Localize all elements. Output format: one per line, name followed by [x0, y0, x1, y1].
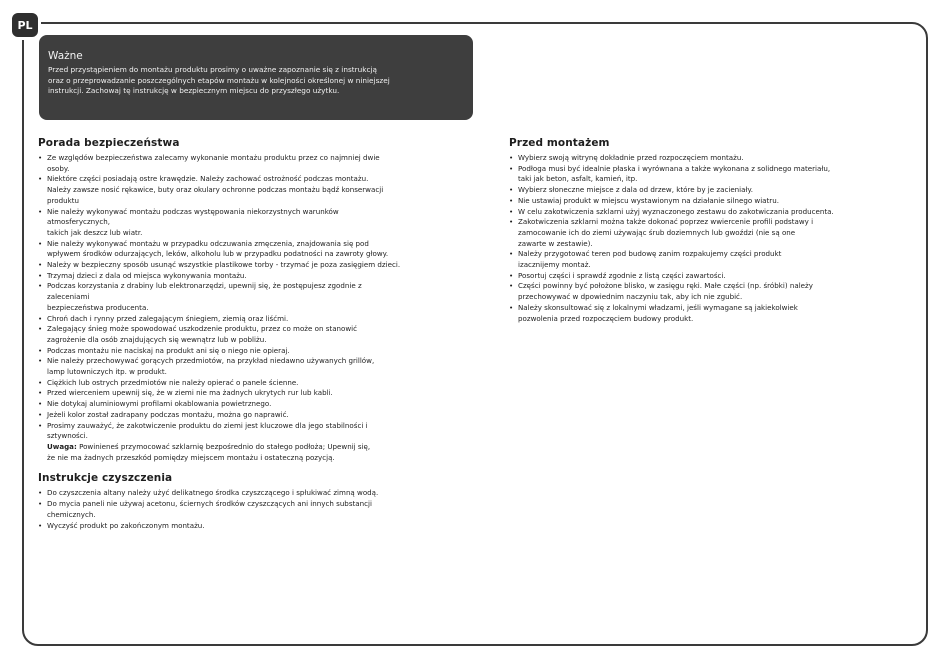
list-item — [38, 281, 470, 313]
left-column — [38, 137, 470, 531]
list-item-line: • Prosimy zauważyć, że zakotwiczenie produktu do ziemi jest kluczowe dla jego stabilności i — [47, 420, 368, 430]
list-item — [38, 153, 470, 174]
list-item-line: • Nie należy przechowywać gorących przedmiotów, na przykład niedawno używanych grillów, — [47, 356, 375, 366]
list-item-line: wpływem środków odurzających, leków, alkoholu lub w przypadku podatności na zawroty głowy. — [47, 249, 389, 259]
notice-line: Przed przystąpieniem do montażu produktu prosimy o uważne zapoznanie się z instrukcją — [48, 65, 377, 74]
list-item — [38, 521, 470, 532]
list-item — [38, 356, 470, 377]
list-item — [38, 271, 470, 282]
list-item-line: • Wybierz słoneczne miejsce z dala od drzew, które by je zacieniały. — [518, 185, 753, 195]
list-item — [509, 164, 899, 185]
note-label: Uwaga: — [47, 441, 77, 451]
list-item-line: bezpieczeństwa producenta. — [47, 302, 149, 312]
important-notice-box — [39, 35, 473, 120]
list-item-line: lamp lutowniczych itp. w produkt. — [47, 367, 167, 377]
list-item-line: zawarte w zestawie). — [518, 238, 593, 248]
list-item — [38, 324, 470, 345]
list-item-line: sztywności. — [47, 431, 88, 441]
list-item-line: • Wybierz swoją witrynę dokładnie przed rozpoczęciem montażu. — [518, 153, 744, 162]
list-item-line: • Trzymaj dzieci z dala od miejsca wykonywania montażu. — [47, 270, 247, 280]
list-item — [509, 207, 899, 218]
list-item — [38, 314, 470, 325]
list-item-line: • Należy w bezpieczny sposób usunąć wszystkie plastikowe torby - trzymać je poza zasięgiem dzieci. — [47, 260, 401, 270]
list-item-line: • Wyczyść produkt po zakończonym montażu. — [47, 520, 205, 530]
list-item-line: • Części powinny być położone blisko, w zasięgu ręki. Małe części (np. śróbki) należy — [518, 281, 813, 291]
list-item-line: • Należy skonsultować się z lokalnymi władzami, jeśli wymagane są jakiekolwiek — [518, 302, 798, 312]
list-item-line: • Chroń dach i rynny przed zalegającym śniegiem, ziemią oraz liśćmi. — [47, 313, 289, 323]
list-item — [509, 249, 899, 270]
note-item — [38, 442, 470, 463]
notice-title: Ważne — [48, 50, 83, 62]
list-item — [509, 281, 899, 302]
list-item — [38, 239, 470, 260]
list-item — [38, 346, 470, 357]
list-item-line: • Zakotwiczenia szklarni można także dokonać poprzez wwiercenie profili podstawy i — [518, 217, 814, 227]
list-item-line: • Ze względów bezpieczeństwa zalecamy wykonanie montażu produktu przez co najmniej dwie — [47, 153, 380, 162]
list-item-line: osoby. — [47, 163, 70, 173]
list-item — [38, 174, 470, 206]
list-item — [38, 378, 470, 389]
before-assembly-list — [509, 153, 899, 324]
list-item-line: • Posortuj części i sprawdź zgodnie z listą części zawartości. — [518, 270, 726, 280]
right-column — [509, 137, 899, 324]
list-item — [509, 303, 899, 324]
list-item-line: • Nie należy wykonywać montażu podczas występowania niekorzystnych warunków — [47, 206, 339, 216]
list-item — [38, 488, 470, 499]
list-item-line: produktu — [47, 195, 79, 205]
list-item-line: zamocowanie ich do ziemi używając śrub doziemnych lub gwoździ (nie są one — [518, 227, 796, 237]
list-item-line: chemicznych. — [47, 509, 96, 519]
list-item-line: • Do czyszczenia altany należy użyć delikatnego środka czyszczącego i spłukiwać zimną wodą. — [47, 488, 379, 498]
list-item-line: • Niektóre części posiadają ostre krawędzie. Należy zachować ostrożność podczas montażu. — [47, 174, 369, 184]
list-item-line: • W celu zakotwiczenia szklarni użyj wyznaczonego zestawu do zakotwiczania producenta. — [518, 206, 834, 216]
note-text: Powinieneś przymocować szklarnię bezpośrednio do stałego podłoża; Upewnij się, — [76, 441, 371, 451]
cleaning-list — [38, 488, 470, 531]
list-item-line: • Ciężkich lub ostrych przedmiotów nie należy opierać o panele ścienne. — [47, 377, 299, 387]
list-item-line: • Nie ustawiaj produkt w miejscu wystawionym na działanie silnego wiatru. — [518, 195, 779, 205]
notice-line: instrukcji. Zachowaj tę instrukcję w bezpiecznym miejscu do przyszłego użytku. — [48, 86, 340, 95]
note-line — [47, 442, 470, 453]
cleaning-heading: Instrukcje czyszczenia — [38, 472, 173, 485]
list-item — [38, 421, 470, 442]
list-item — [509, 271, 899, 282]
list-item — [38, 499, 470, 520]
list-item — [38, 410, 470, 421]
list-item-line: • Podczas montażu nie naciskaj na produkt ani się o niego nie opieraj. — [47, 345, 290, 355]
list-item-line: • Przed wierceniem upewnij się, że w ziemi nie ma żadnych ukrytych rur lub kabli. — [47, 388, 333, 398]
list-item-line: • Jeżeli kolor został zadrapany podczas montażu, można go naprawić. — [47, 409, 289, 419]
list-item — [509, 217, 899, 249]
list-item-line: atmosferycznych, — [47, 217, 111, 227]
list-item-line: taki jak beton, asfalt, kamień, itp. — [518, 174, 638, 184]
list-item-line: • Podczas korzystania z drabiny lub elektronarzędzi, upewnij się, że postępujesz zgodnie z — [47, 281, 362, 291]
note-line: że nie ma żadnych przeszkód pomiędzy miejscem montażu i ostateczną pozycją. — [47, 452, 335, 462]
list-item-line: pozwolenia przed rozpoczęciem budowy produkt. — [518, 313, 694, 323]
list-item-line: • Nie należy wykonywać montażu w przypadku odczuwania zmęczenia, znajdowania się pod — [47, 238, 369, 248]
list-item-line: • Podłoga musi być idealnie płaska i wyrównana a także wykonana z solidnego materiału, — [518, 163, 831, 173]
list-item-line: izacznijemy montaż. — [518, 260, 591, 270]
list-item-line: zagrożenie dla osób znajdujących się wewnątrz lub w pobliżu. — [47, 334, 267, 344]
list-item — [38, 388, 470, 399]
safety-note — [38, 442, 470, 463]
list-item-line: • Należy przygotować teren pod budowę zanim rozpakujemy części produkt — [518, 249, 782, 259]
list-item — [38, 399, 470, 410]
safety-heading: Porada bezpieczeństwa — [38, 137, 180, 149]
list-item — [38, 260, 470, 271]
list-item-line: • Do mycia paneli nie używaj acetonu, ściernych środków czyszczących ani innych substancji — [47, 499, 372, 509]
notice-line: oraz o przeprowadzanie poszczególnych etapów montażu w kolejności określonej w niniejszej — [48, 75, 390, 85]
before-assembly-heading: Przed montażem — [509, 137, 610, 149]
safety-list — [38, 153, 470, 442]
list-item — [509, 153, 899, 164]
list-item-line: • Nie dotykaj aluminiowymi profilami okablowania powietrznego. — [47, 399, 272, 409]
language-badge: PL — [9, 10, 41, 40]
list-item-line: • Zalegający śnieg może spowodować uszkodzenie produktu, przez co może on stanowić — [47, 324, 358, 334]
notice-body — [48, 65, 464, 97]
list-item — [509, 196, 899, 207]
list-item-line: przechowywać w dpowiednim naczyniu tak, aby ich nie zgubić. — [518, 292, 743, 302]
list-item-line: Należy zawsze nosić rękawice, buty oraz okulary ochronne podczas montażu bądź konserwacji — [47, 185, 384, 195]
list-item-line: takich jak deszcz lub wiatr. — [47, 227, 143, 237]
list-item-line: zaleceniami — [47, 292, 90, 302]
list-item — [509, 185, 899, 196]
list-item — [38, 207, 470, 239]
